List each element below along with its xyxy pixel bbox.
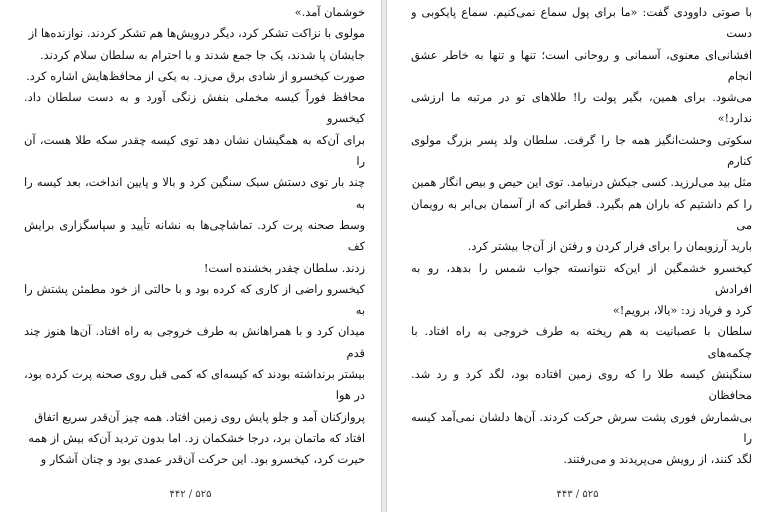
text-line: خوشمان آمد.» (294, 5, 365, 19)
text-line: صورت کیخسرو از شادی برق می‌زد. به یکی از محافظ‌هایش اشاره کرد. (26, 68, 365, 83)
text-line (411, 471, 752, 472)
text-line: را کم داشتیم که باران هم بگیرد. قطراتی که از آسمان بی‌ابر به رویمان می (411, 196, 752, 232)
left-page-text (24, 2, 365, 472)
text-line: با صوتی داوودی گفت: «ما برای پول سماع نمی‌کنیم. سماع پایکوبی و دست (411, 5, 752, 41)
right-page-number: ۵۲۵ / ۴۴۳ (556, 489, 599, 500)
text-line: لگد کنند، از رویش می‌پریدند و می‌رفتند. (563, 452, 752, 467)
left-page (0, 0, 382, 512)
text-line: سنگینش کیسه طلا را که روی زمین افتاده بود، لگد کرد و رد شد. محافظان (411, 367, 752, 403)
text-line: افشانی‌ای معنوی، آسمانی و روحانی است؛ تنها و تنها به خاطر عشق انجام (411, 47, 752, 83)
text-line (24, 471, 365, 472)
text-line: کیخسرو راضی از کاری که کرده بود و با حالتی از خود مطمئن پشتش را به (24, 281, 365, 318)
text-line: افتاد که ماتمان برد، درجا خشکمان زد. اما بدون تردید آن‌که بیش از همه (28, 430, 365, 445)
text-line: محافظ فوراً کیسه مخملی بنفش زنگی آورد و به دست سلطان داد. کیخسرو (24, 90, 365, 126)
text-line: می‌شود. برای همین، بگیر پولت را! طلاهای تو در مرتبه ما ارزشی ندارد!» (411, 90, 752, 126)
text-line: کرد و فریاد زد: «یالا، برویم!» (612, 303, 752, 318)
text-line: برای آن‌که به همگیشان نشان دهد توی کیسه چقدر سکه طلا هست، آن را (24, 132, 365, 169)
text-line: مثل بید می‌لرزید. کسی جیکش درنیامد. توی این حیص و بیص انگار همین (411, 175, 752, 190)
right-page-text (411, 2, 752, 472)
text-line: زدند. سلطان چقدر بخشنده است! (203, 260, 365, 275)
text-line: جایشان پا شدند، یک جا جمع شدند و با احترام به سلطان سلام کردند. (40, 47, 365, 62)
text-line: بارید آرزویمان را برای فرار کردن و رفتن از آن‌جا بیشتر کرد. (467, 239, 752, 254)
left-page-number: ۵۲۵ / ۴۴۲ (169, 489, 212, 500)
text-line: مولوی با نزاکت تشکر کرد، دیگر درویش‌ها هم تشکر کردند. نوازنده‌ها از (28, 26, 365, 41)
text-line: چند بار توی دستش سبک سنگین کرد و بالا و پایین انداخت، بعد کیسه را به (24, 175, 365, 211)
text-line: سکوتی وحشت‌انگیز همه جا را گرفت. سلطان ولد پسر بزرگ مولوی کنارم (411, 132, 752, 169)
text-line: سلطان با عصبانیت به هم ریخته به طرف خروجی به راه افتاد. با چکمه‌های (411, 324, 752, 360)
text-line: حیرت کرد، کیخسرو بود. این حرکت آن‌قدر عمدی بود و چنان آشکار و (40, 452, 365, 467)
text-line: بیشتر برنداشته بودند که کیسه‌ای که کمی قبل روی صحنه پرت کرده بود، در هوا (24, 367, 365, 403)
right-page (386, 0, 768, 512)
text-line: کیخسرو خشمگین از این‌که نتوانسته جواب شمس را بدهد، رو به افرادش (411, 260, 752, 296)
text-line: وسط صحنه پرت کرد. تماشاچی‌ها به نشانه تأیید و سپاسگزاری برایش کف (24, 217, 365, 254)
text-line: بی‌شمارش فوری پشت سرش حرکت کردند. آن‌ها دلشان نمی‌آمد کیسه را (411, 409, 752, 445)
text-line: پروازکنان آمد و جلو پایش روی زمین افتاد. همه چیز آن‌قدر سریع اتفاق (34, 409, 365, 424)
text-line: میدان کرد و با همراهانش به طرف خروجی به راه افتاد. آن‌ها هنوز چند قدم (24, 324, 365, 360)
